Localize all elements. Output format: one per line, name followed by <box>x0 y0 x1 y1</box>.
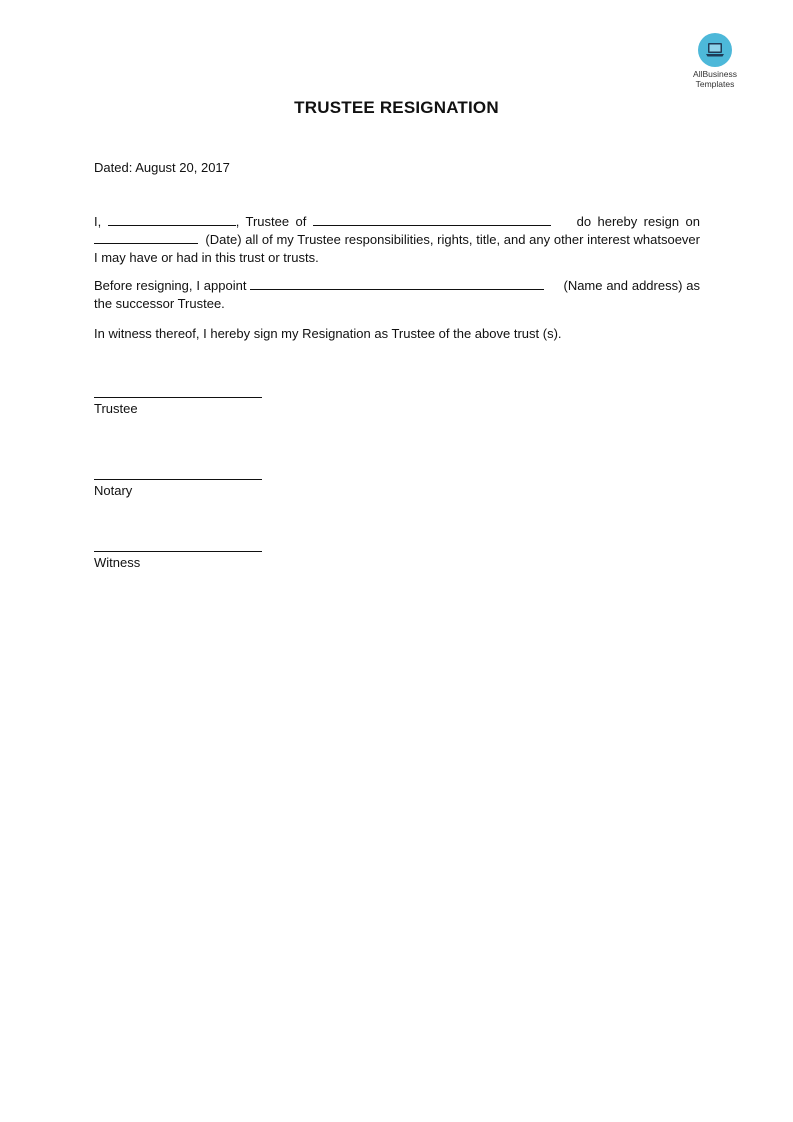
laptop-icon <box>698 33 732 67</box>
document-title: TRUSTEE RESIGNATION <box>294 98 499 117</box>
notary-signature <box>94 479 262 498</box>
para2-text-1: Before resigning, I appoint <box>94 278 247 293</box>
logo-line-2: Templates <box>695 79 735 89</box>
resignation-paragraph <box>94 213 700 267</box>
logo-text <box>686 69 744 89</box>
trust-name-blank <box>313 213 551 226</box>
para1-text-4: (Date) all of my Trustee responsibilities, rights, title, and any other interest whatsoever I may have or had in this trust or trusts. <box>94 232 700 265</box>
dated-line: Dated: August 20, 2017 <box>94 160 230 175</box>
notary-label: Notary <box>94 483 133 498</box>
trustee-signature-line <box>94 397 262 398</box>
logo <box>686 33 744 89</box>
trustee-name-blank <box>108 213 236 226</box>
para1-text-3: do hereby resign on <box>576 214 700 229</box>
successor-blank <box>250 277 544 290</box>
witness-signature-line <box>94 551 262 552</box>
trustee-signature <box>94 397 262 416</box>
para2-text-2: (Name and address) as the successor Trustee. <box>94 278 700 311</box>
trustee-label: Trustee <box>94 401 138 416</box>
witness-label: Witness <box>94 555 141 570</box>
para1-text-1: I, <box>94 214 102 229</box>
witness-paragraph: In witness thereof, I hereby sign my Resignation as Trustee of the above trust (s). <box>94 326 562 341</box>
successor-paragraph <box>94 277 700 313</box>
date-blank <box>94 231 198 244</box>
logo-line-1: AllBusiness <box>693 69 737 79</box>
notary-signature-line <box>94 479 262 480</box>
witness-signature <box>94 551 262 570</box>
para1-text-2: , Trustee of <box>235 214 307 229</box>
